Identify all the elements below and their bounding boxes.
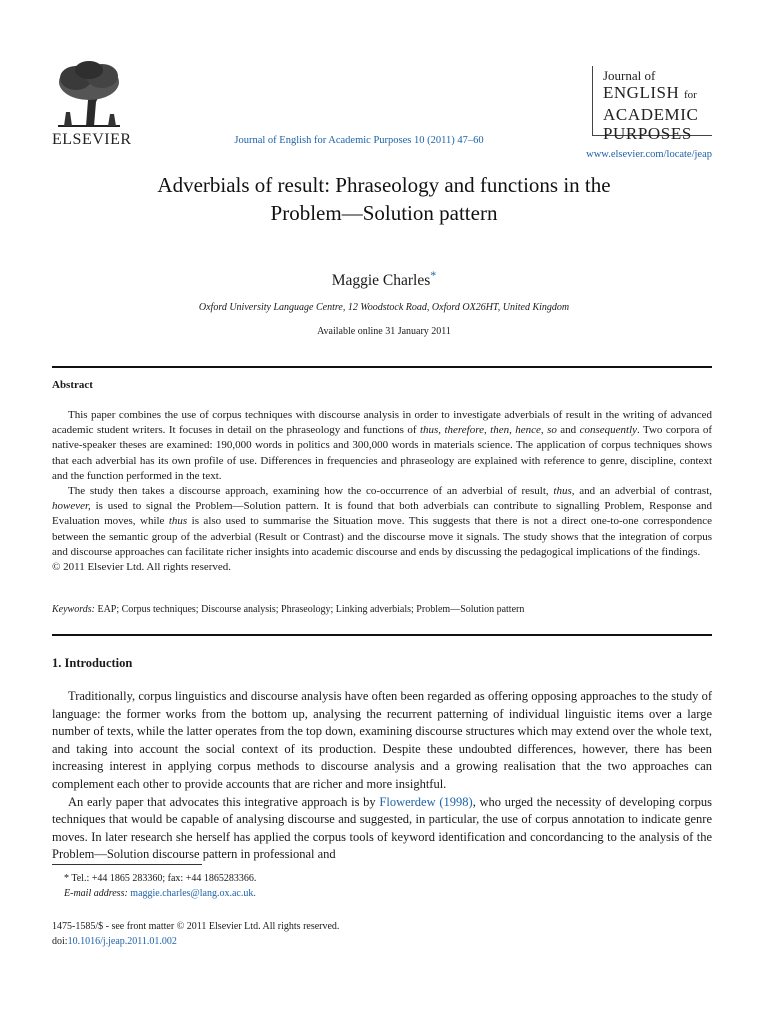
abstract-text: is also used to summarise the Situation move. This suggests that there is not a direct one-to-one correspondence between the semantic group of the adverbial (Result or Contrast) and the discourse move it signals. The study shows that the integration of corpus and discourse approaches can facilitate richer insights into academic discourse and ends by discussing the pedagogical implications of the findings. [52,515,712,558]
abstract-copyright: © 2011 Elsevier Ltd. All rights reserved. [52,561,232,574]
keywords [52,604,712,615]
journal-logo-line2 [603,83,713,105]
abstract-text: and [556,424,580,437]
front-matter-line: 1475-1585/$ - see front matter © 2011 Elsevier Ltd. All rights reserved. [52,921,340,932]
abstract-text: The study then takes a discourse approach, examining how the co-occurrence of an adverbial of result, [68,485,554,498]
article-title [60,171,708,227]
journal-url-link[interactable]: www.elsevier.com/locate/jeap [586,149,712,160]
body-text: An early paper that advocates this integrative approach is by [68,794,380,809]
section-body [52,688,712,864]
front-matter [52,920,712,949]
journal-logo-line4: PURPOSES [603,124,692,143]
abstract-text: is used to signal the Problem—Solution pattern. It is found that both adverbials can contribute to signalling Problem, Response and Evaluation moves, while [52,500,712,528]
availability-date: Available online 31 January 2011 [317,326,451,337]
abstract-text: . Two corpora of native-speaker theses are examined: 190,000 words in politics and 300,000 words in materials science. The application of corpus techniques shows that each adverbial has its own profile of use. Differences in frequencies and phraseology are explained with reference to genre, discipline, context and the function performed in the text. [52,424,713,482]
abstract-terms: thus, [553,485,575,498]
title-line-1: Adverbials of result: Phraseology and functions in the [157,173,611,197]
abstract-paragraph-1 [52,408,712,484]
keywords-text: EAP; Corpus techniques; Discourse analysis; Phraseology; Linking adverbials; Problem—Solution pattern [94,604,525,615]
footnote-contact: * Tel.: +44 1865 283360; fax: +44 1865283366. [64,873,257,884]
journal-logo-line1: Journal of [603,68,656,83]
author-name: Maggie Charles [331,272,431,290]
email-label: E-mail address: [64,887,128,899]
doi-label: doi: [52,935,68,947]
keywords-label: Keywords: [52,604,95,615]
body-text: , who urged the necessity of developing corpus techniques that would be capable of analysing discourse and suggested, in particular, the use of corpus annotation to indicate genre moves. In later research she herself has applied the corpus tools of keyword identification and concordancing to the analysis of the Problem—Solution discourse pattern in professional and [52,794,712,862]
journal-logo-for: for [683,89,697,101]
doi-line [52,935,712,950]
abstract-text: and an adverbial of contrast, [574,485,712,498]
footnote-email [52,887,712,902]
author-footnote-marker[interactable]: * [430,268,437,282]
abstract-terms: however, [52,500,91,513]
author [60,268,708,290]
footnote-divider [52,864,202,865]
title-line-2: Problem—Solution pattern [270,201,498,225]
journal-logo-english: ENGLISH [603,83,680,102]
abstract-terms: thus [168,515,188,528]
doi-link[interactable]: 10.1016/j.jeap.2011.01.002 [67,935,177,947]
elsevier-tree-icon [52,60,126,128]
divider-top [52,366,712,368]
abstract-terms: consequently [579,424,638,437]
abstract-text: This paper combines the use of corpus techniques with discourse analysis in order to investigate adverbials of result in the writing of advanced academic student writers. It focuses in detail on the phraseology and functions of [52,409,712,437]
journal-reference-link[interactable]: Journal of English for Academic Purposes 10 (2011) 47–60 [234,135,484,146]
body-paragraph-2 [52,794,712,864]
divider-bottom [52,634,712,636]
section-heading: 1. Introduction [52,656,133,670]
abstract-body [52,408,712,575]
citation-link[interactable]: Flowerdew (1998) [379,794,473,809]
abstract-paragraph-2 [52,484,712,560]
abstract-terms: thus, therefore, then, hence, so [419,424,557,437]
footnote [52,872,712,901]
body-paragraph-1: Traditionally, corpus linguistics and discourse analysis have often been regarded as offering opposing approaches to the study of language: the former works from the bottom up, analysing the recurrent patterning of individual linguistic items over a large number of texts, while the latter operates from the top down, examining discourse structures which may extend over the whole text, and taking into account the social context of its production. Despite these undoubted differences, however, there has been increasing interest in applying corpus methods to discourse analysis and a growing realisation that the two approaches can complement each other to provide accounts that are richer and more insightful. [52,689,712,791]
email-link[interactable]: maggie.charles@lang.ox.ac.uk. [127,887,256,899]
abstract-heading: Abstract [52,379,93,391]
affiliation: Oxford University Language Centre, 12 Woodstock Road, Oxford OX26HT, United Kingdom [198,302,570,313]
journal-logo [603,68,713,143]
journal-logo-line3: ACADEMIC [603,105,699,124]
publisher-name: ELSEVIER [52,131,132,148]
